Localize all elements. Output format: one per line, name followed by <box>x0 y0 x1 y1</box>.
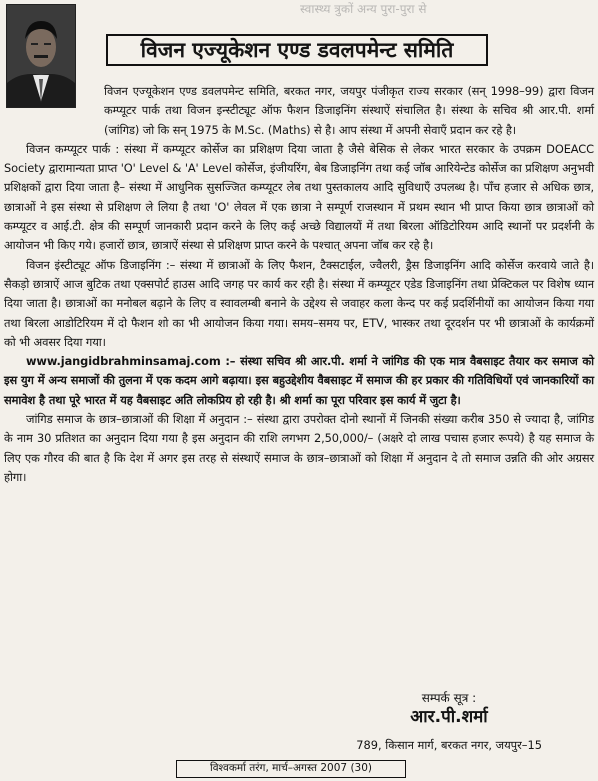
scholarship-paragraph: जांगिड समाज के छात्र–छात्राओं की शिक्षा में अनुदान :– संस्था द्वारा उपरोक्त दोनो स्थानों में जिनकी संख्या करीब 350 से ज्यादा है, जांगिड के नाम 30 प्रतिशत का अनुदान दिया गया है इस अनुदान की राशि लगभग 2,50,000/– (अक्षरे दो लाख पचास हजार रूपये) है यह समाज के लिए एक गौरव की बात है कि देश में अगर इस तरह से संस्थाऐं समाज के छात्र–छात्राओं को शिक्षा में अनुदान दे तो समाज उन्नति की ओर अग्रसर होगा। <box>4 412 594 484</box>
contact-name: आर.पी.शर्मा <box>410 707 488 727</box>
website-paragraph: www.jangidbrahminsamaj.com :– संस्था सचिव श्री आर.पी. शर्मा ने जांगिड की एक मात्र वैबसाइट तैयार कर समाज को इस युग में अन्य समाजों की तुलना में एक कदम आगे बढ़ाया। इस बहुउद्देशीय वैबसाइट में समाज की हर प्रकार की गतिविधियों एवं जानकारियों का समावेश है तथा पूरे भारत में यह वैबसाइट अति लोकप्रिय हो रही है। श्री शर्मा का पूरा परिवार इस कार्य में जुटा है। <box>4 354 594 407</box>
page-title: विजन एज्यूकेशन एण्ड डवलपमेन्ट समिति <box>106 34 488 66</box>
contact-address: 789, किसान मार्ग, बरकत नगर, जयपुर–15 <box>356 738 542 752</box>
design-institute-paragraph: विजन इंस्टीट्यूट ऑफ डिजाइनिंग :– संस्था में छात्राओं के लिए फैशन, टैक्सटाईल, ज्वैलरी, ड्रैस डिजाइनिंग आदि कोर्सेज करवाये जाते है। सैकड़ो छात्राऐं आज बुटिक तथा एक्सपोर्ट हाउस आदि जगह पर कार्य कर रही है। संस्था में कम्प्यूटर एडेड डिजाइनिंग तथा प्रेक्टिकल पर विशेष ध्यान दिया जाता है। छात्राओं का मनोबल बढ़ाने के लिए व स्वावलम्बी बनाने के उद्देश्य से जवाहर कला केन्द पर कई प्रदर्शिनीयों का आयोजन किया गया तथा बिरला आडोटिरियम में दो फैशन शो का भी आयोजन किया गया। समय–समय पर, ETV, भास्कर तथा दूरदर्शन पर भी छात्राओं के कार्यक्रमों को भी अवसर दिया गया। <box>4 257 594 349</box>
page-footer: विश्वकर्मा तरंग, मार्च–अगस्त 2007 (30) <box>176 760 406 778</box>
article-body <box>4 82 594 487</box>
previous-page-bleed-text: स्वास्थ्य त्रुकों अन्य पुरा-पुरा से <box>300 2 427 16</box>
contact-label: सम्पर्क सूत्र : <box>421 691 477 705</box>
intro-paragraph: विजन एज्यूकेशन एण्ड डवलपमेन्ट समिति, बरकत नगर, जयपुर पंजीकृत राज्य सरकार (सन् 1998–99) द्वारा विजन कम्प्यूटर पार्क तथा विजन इन्स्टीट्यूट ऑफ फैशन डिजाइनिंग संस्थाऐं संचालित है। संस्था के सचिव श्री आर.पी. शर्मा (जांगिड) जो कि सन् 1975 के M.Sc. (Maths) से है। आप संस्था में अपनी सेवाएँ प्रदान कर रहे है। <box>104 84 594 137</box>
contact-block <box>344 690 554 728</box>
computer-park-paragraph: विजन कम्प्यूटर पार्क : संस्था में कम्प्यूटर कोर्सेज का प्रशिक्षण दिया जाता है जैसे बेसिक से लेकर भारत सरकार के उपक्रम DOEACC Society द्वारामान्यता प्राप्त 'O' Level & 'A' Level कोर्सेज, इंजीयरिंग, बेब डिजाइनिंग तथा कई जॉब आरियेन्टेड कोर्सेज का प्रशिक्षण अनुभवी प्रशिक्षकों द्वारा दिया जाता है– संस्था में आधुनिक सुसज्जित कम्प्यूटर लेब तथा पुस्तकालय आदि सुविधाएँ उपलब्ध है। पाँच हजार से अधिक छात्र, छात्राओं ने इस संस्था से प्रशिक्षण ले लिया है तथा 'O' लेवल में एक छात्रा ने सम्पूर्ण राजस्थान में प्रथम स्थान भी प्राप्त किया छात्र छात्राओं को कम्प्यूटर व आई.टी. क्षेत्र की सम्पूर्ण जानकारी प्रदान करने के लिए कई अच्छे विद्यालयों में तथा बिरला ऑडिटोरियम आदि स्थानों पर प्रदर्शनी के आयोजन भी किए गये। हजारों छात्र, छात्राऐं संस्था से प्रशिक्षण प्राप्त करने के पश्चात् अपना जॉब कर रहे है। <box>4 141 594 253</box>
